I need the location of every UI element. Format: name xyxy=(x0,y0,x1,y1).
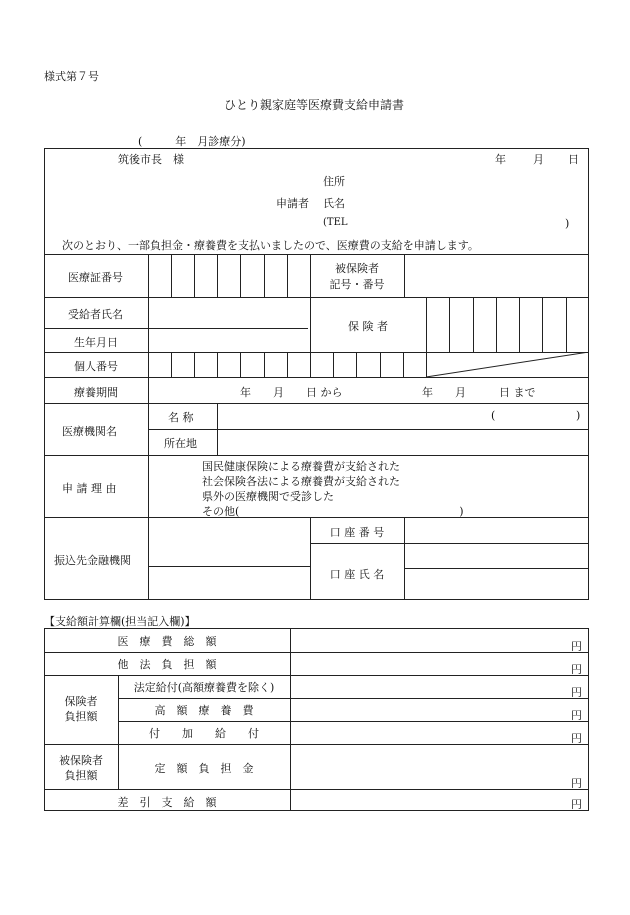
diagonal-slash xyxy=(426,352,589,377)
date-month: 月 xyxy=(533,153,544,166)
total-medical-label: 医 療 費 総 額 xyxy=(117,635,217,648)
insured-burden-label-1: 被保険者 xyxy=(59,754,103,767)
calc-heading: 【支給額計算欄(担当記入欄)】 xyxy=(44,615,196,628)
reason-item: 社会保険各法による療養費が支給された xyxy=(202,475,400,488)
form-number: 様式第７号 xyxy=(44,70,99,83)
yen-unit: 円 xyxy=(571,663,582,676)
yen-unit: 円 xyxy=(571,798,582,811)
date-day: 日 xyxy=(568,153,579,166)
net-payment-label: 差 引 支 給 額 xyxy=(117,796,217,809)
name-label: 氏名 xyxy=(323,197,345,210)
bank-label: 振込先金融機関 xyxy=(54,554,131,567)
insurer-burden-label-1: 保険者 xyxy=(64,695,98,708)
reason-item: 県外の医療機関で受診した xyxy=(202,490,334,503)
insured-burden-label-2: 負担額 xyxy=(64,769,98,782)
tel-close: ) xyxy=(565,217,570,230)
insurance-card-no-label: 医療証番号 xyxy=(68,271,123,284)
insurer-burden-label-2: 負担額 xyxy=(64,710,98,723)
institution-paren-open: ( xyxy=(491,409,496,422)
additional-benefit-label: 付 加 給 付 xyxy=(149,727,259,740)
account-name-label: 口 座 氏 名 xyxy=(329,568,385,581)
reason-label: 申 請 理 由 xyxy=(62,482,117,495)
yen-unit: 円 xyxy=(571,686,582,699)
yen-unit: 円 xyxy=(571,709,582,722)
yen-unit: 円 xyxy=(571,732,582,745)
applicant-label: 申請者 xyxy=(276,197,309,210)
birthdate-label: 生年月日 xyxy=(74,336,118,349)
personal-no-label: 個人番号 xyxy=(74,360,118,373)
legal-benefit-label: 法定給付(高額療養費を除く) xyxy=(133,681,275,694)
institution-paren-close: ) xyxy=(576,409,581,422)
mayor-label: 筑後市長 様 xyxy=(118,153,184,166)
insured-label-1: 被保険者 xyxy=(335,262,379,275)
yen-unit: 円 xyxy=(571,640,582,653)
tel-label: (TEL xyxy=(323,217,348,228)
period-from: 年 月 日 から xyxy=(240,386,343,399)
insurer-label: 保 険 者 xyxy=(348,320,388,333)
institution-label: 医療機関名 xyxy=(62,425,117,438)
statement-text: 次のとおり、一部負担金・療養費を支払いましたので、医療費の支給を申請します。 xyxy=(62,239,479,252)
date-year: 年 xyxy=(495,153,506,166)
institution-location-label: 所在地 xyxy=(164,437,197,450)
yen-unit: 円 xyxy=(571,777,582,790)
fixed-burden-label: 定 額 負 担 金 xyxy=(154,762,254,775)
other-law-label: 他 法 負 担 額 xyxy=(117,658,217,671)
institution-name-label: 名 称 xyxy=(168,411,194,424)
reason-item: その他( ) xyxy=(202,505,464,518)
high-cost-label: 高 額 療 養 費 xyxy=(154,704,254,717)
form-title: ひとり親家庭等医療費支給申請書 xyxy=(224,98,405,112)
treatment-period-label: 療養期間 xyxy=(74,386,118,399)
account-no-label: 口 座 番 号 xyxy=(329,526,385,539)
period-note: ( 年 月診療分) xyxy=(138,135,246,148)
reason-item: 国民健康保険による療養費が支給された xyxy=(202,460,400,473)
insured-label-2: 記号・番号 xyxy=(329,278,385,291)
period-to: 年 月 日 まで xyxy=(422,386,536,399)
recipient-name-label: 受給者氏名 xyxy=(68,308,123,321)
address-label: 住所 xyxy=(323,175,345,188)
